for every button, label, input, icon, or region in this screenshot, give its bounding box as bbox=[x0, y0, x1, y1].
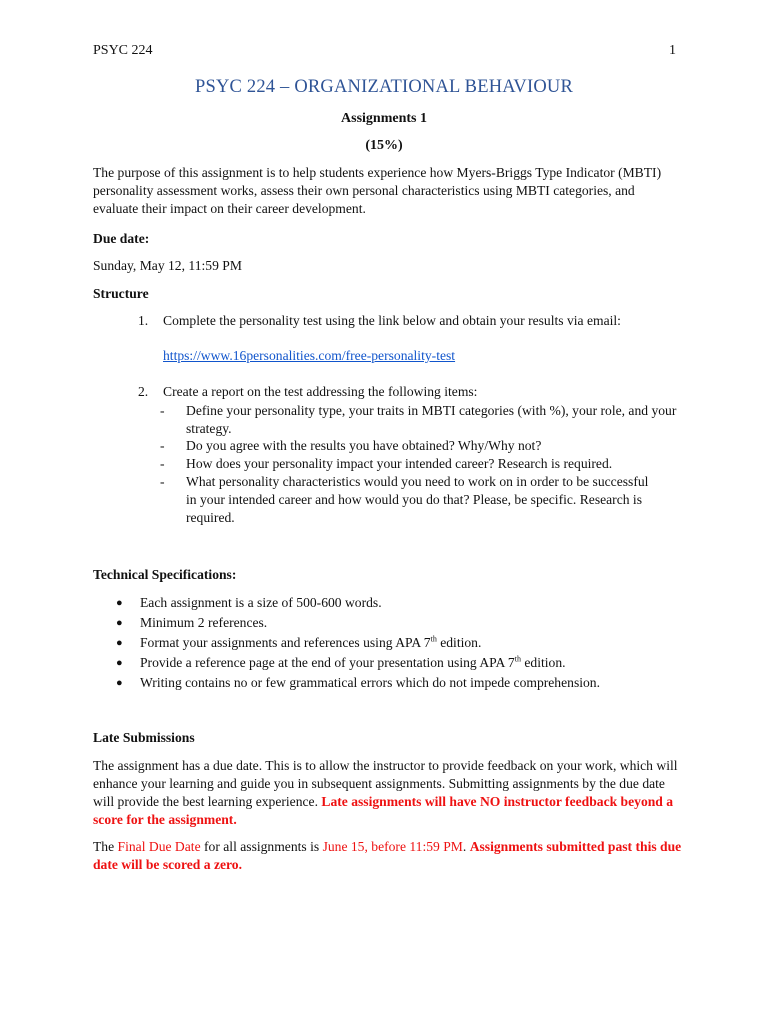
assignment-subtitle: Assignments 1 bbox=[341, 111, 427, 126]
late-paragraph-2: The Final Due Date for all assignments is June 15, before 11:59 PM. Assignments submitted past this due date will be scored a zero. bbox=[93, 839, 682, 872]
item-number: 2. bbox=[138, 384, 149, 399]
bullet-icon: ● bbox=[116, 617, 123, 629]
sub-item-text: Do you agree with the results you have obtained? Why/Why not? bbox=[186, 438, 542, 453]
dash-marker: - bbox=[160, 438, 165, 453]
due-date-heading: Due date: bbox=[93, 231, 150, 246]
due-date-value: Sunday, May 12, 11:59 PM bbox=[93, 258, 242, 273]
assignment-weight: (15%) bbox=[365, 138, 403, 153]
page-title: PSYC 224 – ORGANIZATIONAL BEHAVIOUR bbox=[194, 77, 574, 97]
list-item-text: Provide a reference page at the end of your presentation using APA 7th edition. bbox=[140, 654, 566, 670]
list-item-text: Each assignment is a size of 500-600 words. bbox=[140, 595, 382, 610]
bullet-icon: ● bbox=[116, 677, 123, 689]
late-paragraph-1: The assignment has a due date. This is to allow the instructor to provide feedback on your work, which will enhance your learning and guide you in subsequent assignments. Submitting assignments by the due date will provide the best learning experience. Late assignments will have NO instructor feedback beyond a score for the assignment. bbox=[93, 758, 678, 827]
bullet-icon: ● bbox=[116, 597, 123, 609]
running-header: PSYC 224 bbox=[93, 43, 153, 58]
dash-marker: - bbox=[160, 456, 165, 471]
item-text: Create a report on the test addressing the following items: bbox=[163, 384, 478, 399]
bullet-icon: ● bbox=[116, 657, 123, 669]
list-item-text: Writing contains no or few grammatical errors which do not impede comprehension. bbox=[140, 675, 600, 690]
list-item-text: Format your assignments and references using APA 7th edition. bbox=[140, 634, 482, 650]
sub-item-text: Define your personality type, your traits in MBTI categories (with %), your role, and your strategy. bbox=[186, 403, 677, 436]
final-due-date-label: Final Due Date bbox=[117, 839, 201, 854]
bullet-icon: ● bbox=[116, 637, 123, 649]
late-warning: Late assignments will have NO instructor feedback beyond a score for the assignment. bbox=[93, 794, 674, 827]
final-due-date-value: June 15, before 11:59 PM bbox=[322, 839, 463, 854]
personality-test-link[interactable]: https://www.16personalities.com/free-personality-test bbox=[163, 348, 456, 363]
list-item-text: Minimum 2 references. bbox=[140, 615, 268, 630]
purpose-paragraph: The purpose of this assignment is to help students experience how Myers-Briggs Type Indicator (MBTI) personality assessment works, assess their own personal characteristics using MBTI categories, and evaluate their impact on their career development. bbox=[93, 165, 662, 216]
page-number: 1 bbox=[669, 43, 676, 58]
zero-score-warning: Assignments submitted past this due date will be scored a zero. bbox=[93, 839, 682, 872]
dash-marker: - bbox=[160, 403, 165, 418]
tech-spec-heading: Technical Specifications: bbox=[93, 567, 237, 582]
item-number: 1. bbox=[138, 313, 149, 328]
structure-item-2 bbox=[138, 383, 683, 401]
structure-item-1 bbox=[138, 312, 683, 330]
late-submissions-heading: Late Submissions bbox=[93, 730, 195, 745]
dash-marker: - bbox=[160, 474, 165, 489]
sub-item-text: How does your personality impact your intended career? Research is required. bbox=[186, 456, 613, 471]
structure-heading: Structure bbox=[93, 286, 149, 301]
item-text: Complete the personality test using the link below and obtain your results via email: bbox=[163, 313, 621, 328]
sub-item-text: What personality characteristics would you need to work on in order to be successful in your intended career and how would you do that? Please, be specific. Research is required. bbox=[186, 474, 649, 525]
